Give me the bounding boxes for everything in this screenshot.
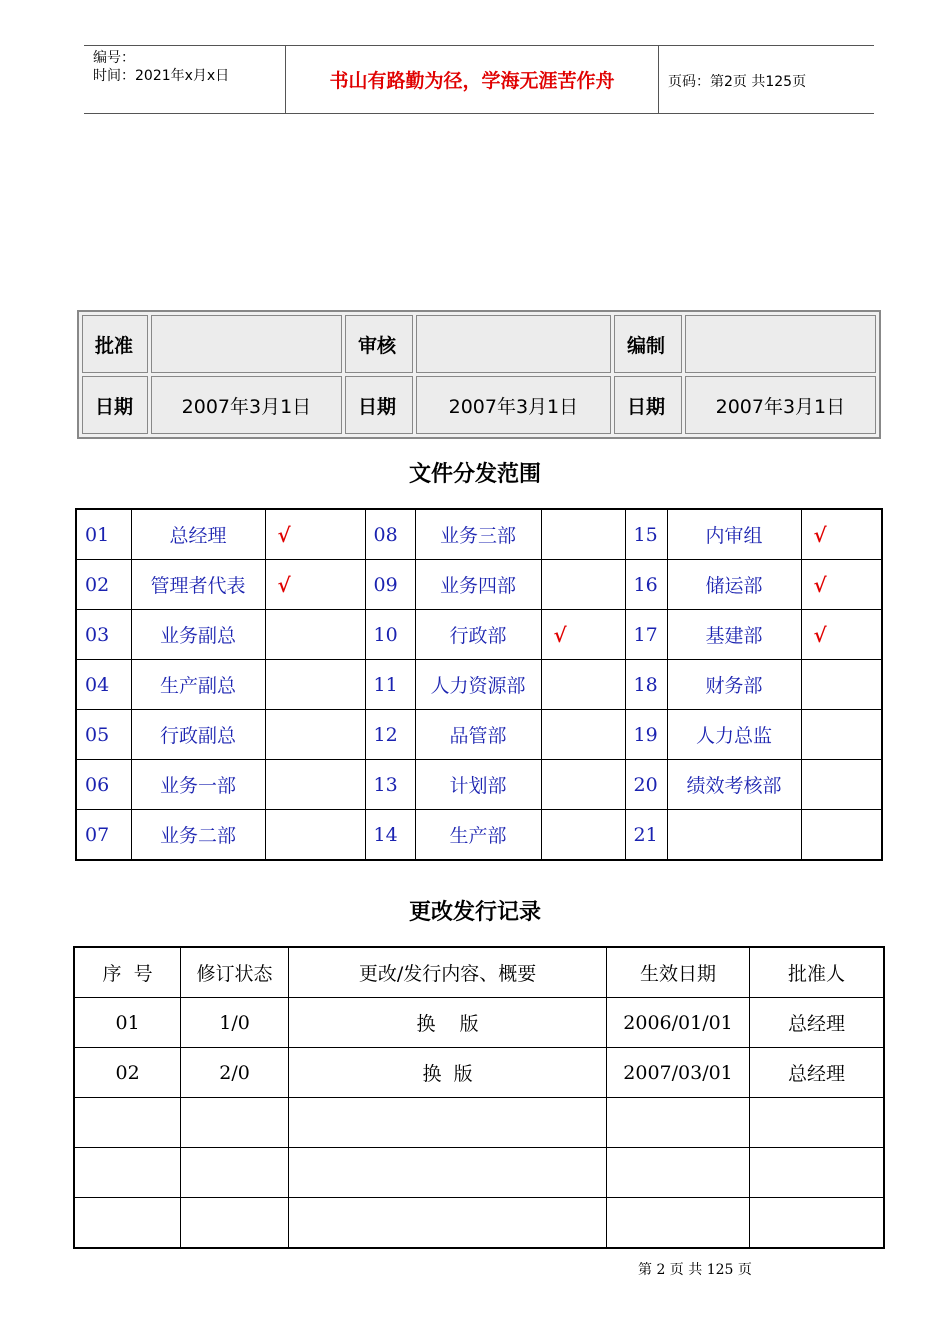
dept-number: 09 bbox=[365, 560, 415, 610]
revision-row bbox=[74, 1148, 884, 1198]
page-footer: 第 2 页 共 125 页 bbox=[638, 1262, 752, 1278]
header-meta bbox=[93, 49, 229, 85]
compile-value bbox=[685, 315, 876, 373]
dept-name: 行政副总 bbox=[131, 710, 265, 760]
dept-number: 19 bbox=[625, 710, 667, 760]
revision-cell: 换 版 bbox=[288, 1048, 606, 1098]
revision-cell bbox=[181, 1148, 289, 1198]
dept-name: 储运部 bbox=[667, 560, 801, 610]
distribution-check bbox=[541, 810, 625, 861]
distribution-check bbox=[265, 660, 365, 710]
approval-row bbox=[82, 315, 876, 373]
dept-name: 总经理 bbox=[131, 509, 265, 560]
revision-row bbox=[74, 998, 884, 1048]
distribution-check: √ bbox=[801, 560, 882, 610]
distribution-check bbox=[801, 810, 882, 861]
approve-label: 批准 bbox=[82, 315, 148, 373]
revision-cell bbox=[288, 1198, 606, 1249]
dept-name: 行政部 bbox=[415, 610, 541, 660]
revision-column-header: 序 号 bbox=[74, 947, 181, 998]
dept-number: 16 bbox=[625, 560, 667, 610]
distribution-row bbox=[76, 610, 882, 660]
revision-row bbox=[74, 1048, 884, 1098]
dept-number: 21 bbox=[625, 810, 667, 861]
dept-name: 内审组 bbox=[667, 509, 801, 560]
approval-table bbox=[77, 310, 881, 439]
dept-name bbox=[667, 810, 801, 861]
dept-name: 计划部 bbox=[415, 760, 541, 810]
revision-column-header: 生效日期 bbox=[607, 947, 750, 998]
approval-date-row bbox=[82, 376, 876, 434]
dept-number: 02 bbox=[76, 560, 131, 610]
distribution-check: √ bbox=[265, 560, 365, 610]
distribution-title: 文件分发范围 bbox=[408, 462, 541, 487]
dept-number: 11 bbox=[365, 660, 415, 710]
distribution-check bbox=[541, 560, 625, 610]
header-page-info: 页码：第2页 共125页 bbox=[668, 74, 807, 90]
time-label: 时间：2021年x月x日 bbox=[93, 68, 230, 84]
distribution-check bbox=[541, 710, 625, 760]
approve-value bbox=[151, 315, 342, 373]
distribution-check bbox=[265, 760, 365, 810]
distribution-check: √ bbox=[801, 610, 882, 660]
dept-name: 生产部 bbox=[415, 810, 541, 861]
dept-name: 生产副总 bbox=[131, 660, 265, 710]
date-label: 日期 bbox=[345, 376, 413, 434]
revision-row bbox=[74, 1198, 884, 1249]
dept-name: 品管部 bbox=[415, 710, 541, 760]
revision-cell bbox=[288, 1148, 606, 1198]
revision-cell bbox=[607, 1148, 750, 1198]
revision-cell: 总经理 bbox=[749, 1048, 884, 1098]
dept-number: 04 bbox=[76, 660, 131, 710]
distribution-check bbox=[265, 710, 365, 760]
dept-name: 业务二部 bbox=[131, 810, 265, 861]
distribution-check: √ bbox=[541, 610, 625, 660]
revision-cell bbox=[74, 1098, 181, 1148]
revision-header-row bbox=[74, 947, 884, 998]
revision-cell bbox=[607, 1098, 750, 1148]
dept-name: 业务三部 bbox=[415, 509, 541, 560]
distribution-check bbox=[801, 760, 882, 810]
distribution-check: √ bbox=[801, 509, 882, 560]
serial-label: 编号： bbox=[93, 50, 135, 66]
revision-cell bbox=[607, 1198, 750, 1249]
dept-name: 管理者代表 bbox=[131, 560, 265, 610]
revision-cell: 2006/01/01 bbox=[607, 998, 750, 1048]
distribution-row bbox=[76, 509, 882, 560]
revision-cell bbox=[74, 1148, 181, 1198]
distribution-check bbox=[801, 660, 882, 710]
revision-cell bbox=[181, 1198, 289, 1249]
review-value bbox=[416, 315, 611, 373]
distribution-row bbox=[76, 810, 882, 861]
dept-name: 业务副总 bbox=[131, 610, 265, 660]
dept-number: 03 bbox=[76, 610, 131, 660]
revision-cell: 换 版 bbox=[288, 998, 606, 1048]
date-value: 2007年3月1日 bbox=[416, 376, 611, 434]
distribution-check bbox=[265, 810, 365, 861]
revision-cell bbox=[749, 1198, 884, 1249]
dept-name: 业务四部 bbox=[415, 560, 541, 610]
distribution-check bbox=[265, 610, 365, 660]
dept-name: 人力总监 bbox=[667, 710, 801, 760]
distribution-check: √ bbox=[265, 509, 365, 560]
distribution-row bbox=[76, 760, 882, 810]
header-top-rule bbox=[84, 45, 874, 46]
dept-number: 06 bbox=[76, 760, 131, 810]
revision-cell bbox=[74, 1198, 181, 1249]
dept-number: 20 bbox=[625, 760, 667, 810]
dept-name: 基建部 bbox=[667, 610, 801, 660]
distribution-check bbox=[801, 710, 882, 760]
dept-number: 07 bbox=[76, 810, 131, 861]
revision-cell: 2/0 bbox=[181, 1048, 289, 1098]
dept-number: 18 bbox=[625, 660, 667, 710]
dept-number: 12 bbox=[365, 710, 415, 760]
revision-cell: 2007/03/01 bbox=[607, 1048, 750, 1098]
dept-number: 13 bbox=[365, 760, 415, 810]
dept-number: 08 bbox=[365, 509, 415, 560]
distribution-row bbox=[76, 660, 882, 710]
dept-number: 17 bbox=[625, 610, 667, 660]
distribution-check bbox=[541, 760, 625, 810]
header-divider bbox=[658, 45, 659, 113]
revision-cell: 总经理 bbox=[749, 998, 884, 1048]
distribution-row bbox=[76, 560, 882, 610]
compile-label: 编制 bbox=[614, 315, 682, 373]
dept-name: 财务部 bbox=[667, 660, 801, 710]
revision-cell: 01 bbox=[74, 998, 181, 1048]
dept-number: 01 bbox=[76, 509, 131, 560]
dept-name: 绩效考核部 bbox=[667, 760, 801, 810]
distribution-row bbox=[76, 710, 882, 760]
revision-column-header: 更改/发行内容、概要 bbox=[288, 947, 606, 998]
revision-table bbox=[73, 946, 885, 1249]
date-label: 日期 bbox=[82, 376, 148, 434]
dept-number: 05 bbox=[76, 710, 131, 760]
dept-number: 15 bbox=[625, 509, 667, 560]
revision-cell: 1/0 bbox=[181, 998, 289, 1048]
dept-name: 人力资源部 bbox=[415, 660, 541, 710]
review-label: 审核 bbox=[345, 315, 413, 373]
revision-cell: 02 bbox=[74, 1048, 181, 1098]
distribution-check bbox=[541, 660, 625, 710]
dept-number: 10 bbox=[365, 610, 415, 660]
revision-column-header: 批准人 bbox=[749, 947, 884, 998]
date-value: 2007年3月1日 bbox=[151, 376, 342, 434]
dept-number: 14 bbox=[365, 810, 415, 861]
distribution-check bbox=[541, 509, 625, 560]
header-motto: 书山有路勤为径，学海无涯苦作舟 bbox=[329, 70, 615, 92]
revision-title: 更改发行记录 bbox=[408, 900, 541, 925]
dept-name: 业务一部 bbox=[131, 760, 265, 810]
date-value: 2007年3月1日 bbox=[685, 376, 876, 434]
revision-column-header: 修订状态 bbox=[181, 947, 289, 998]
header-bottom-rule bbox=[84, 113, 874, 114]
distribution-table bbox=[75, 508, 883, 861]
revision-cell bbox=[749, 1148, 884, 1198]
revision-cell bbox=[749, 1098, 884, 1148]
revision-row bbox=[74, 1098, 884, 1148]
revision-cell bbox=[288, 1098, 606, 1148]
revision-cell bbox=[181, 1098, 289, 1148]
date-label: 日期 bbox=[614, 376, 682, 434]
